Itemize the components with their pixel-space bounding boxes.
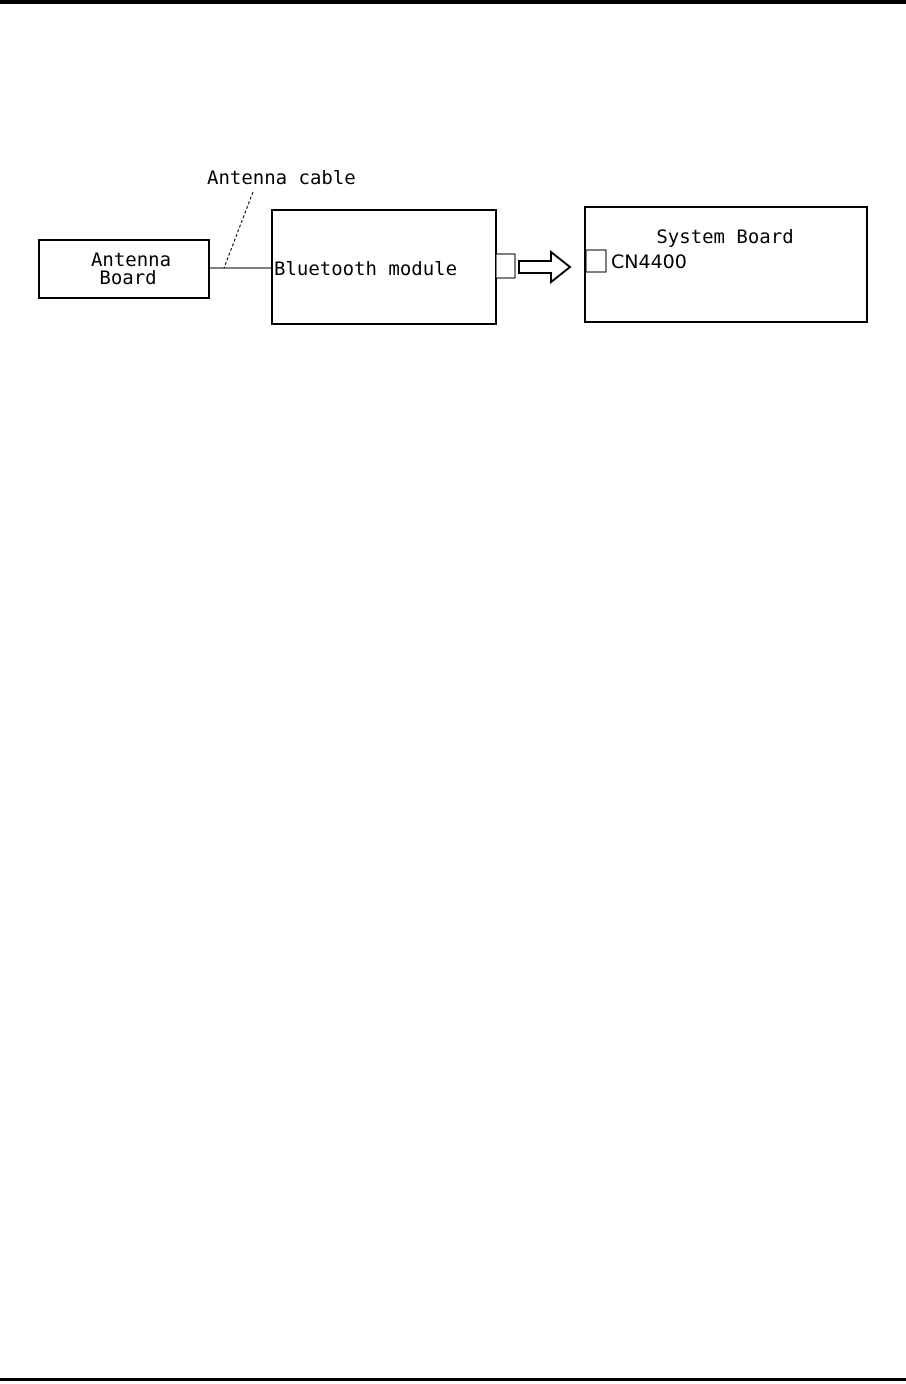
system-board-connector: [586, 250, 606, 272]
antenna-cable-label: Antenna cable: [207, 167, 356, 189]
antenna-board-label-line1: Antenna: [90, 249, 172, 271]
bluetooth-module-connector: [496, 254, 515, 278]
antenna-cable-leader: [224, 192, 253, 268]
connect-arrow: [519, 252, 570, 282]
bottom-rule: [0, 1378, 906, 1381]
system-board-label: System Board: [656, 226, 794, 248]
connector-label: CN4400: [611, 251, 687, 273]
antenna-board-label-line2: Board: [99, 267, 157, 289]
bluetooth-module-label: Bluetooth module: [274, 258, 458, 280]
